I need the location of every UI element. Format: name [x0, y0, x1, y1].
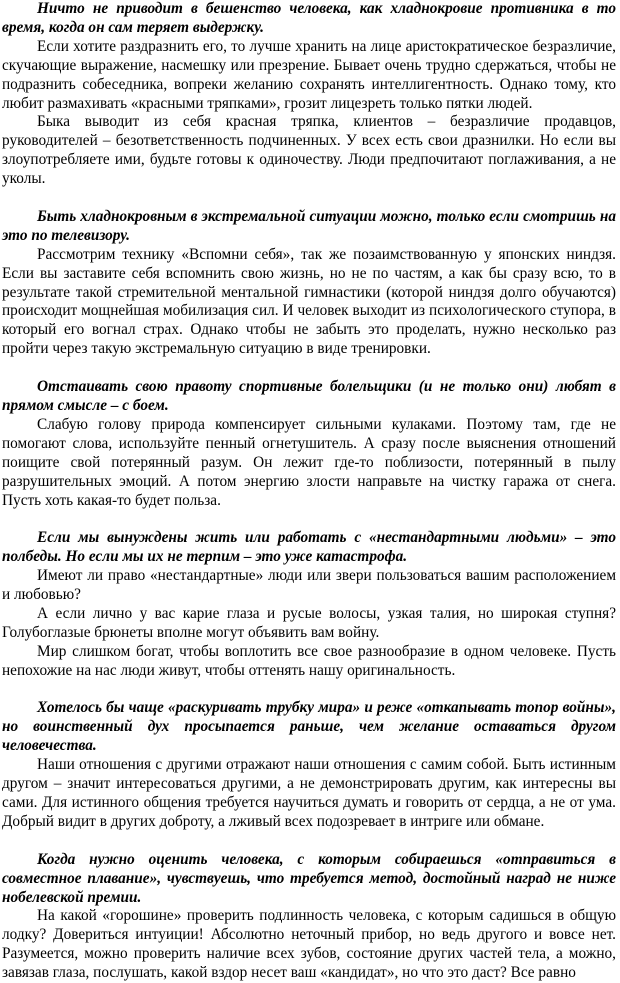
paragraph: Наши отношения с другими отражают наши отношения с самим собой. Быть истинным другом – значит интересоваться другими, а не демонстрировать другим, как интересны вы сами. Для истинного общения требуется научиться думать и говорить от сердца, а не от ума. Добрый видит в других доброту, а лживый всех подозревает в интриге или обмане. — [2, 756, 616, 830]
paragraph: Мир слишком богат, чтобы воплотить все свое разнообразие в одном человеке. Пусть непохожие на нас люди живут, чтобы оттенять нашу оригинальность. — [2, 642, 616, 679]
section-heading: Отстаивать свою правоту спортивные болельщики (и не только они) любят в прямом смысле – с боем. — [2, 378, 616, 414]
section-heading: Ничто не приводит в бешенство человека, как хладнокровие противника в то время, когда он сам теряет выдержку. — [2, 0, 616, 36]
section-heading: Быть хладнокровным в экстремальной ситуации можно, только если смотришь на это по телевизору. — [2, 207, 616, 244]
paragraph: А если лично у вас карие глаза и русые волосы, узкая талия, но широкая ступня? Голубоглазые брюнеты вполне могут объявить вам войну. — [2, 604, 616, 641]
paragraph: На какой «горошине» проверить подлинность человека, с которым садишься в общую лодку? Довериться интуиции! Абсолютно неточный прибор, но ведь другого и вовсе нет. Разумеется, можно проверить наличие всех зубов, состояние других частей тела, а можно, завязав глаза, послушать, какой вздор несет ваш «кандидат», но что это даст? Все равно — [2, 907, 616, 982]
section-heading: Хотелось бы чаще «раскуривать трубку мира» и реже «откапывать топор войны», но воинственный дух просыпается раньше, чем желание оставаться другом человечества. — [2, 699, 616, 755]
section-heading: Когда нужно оценить человека, с которым собираешься «отправиться в совместное плавание», чувствуешь, что требуется метод, достойный наград не ниже нобелевской премии. — [2, 850, 616, 906]
section-heading: Если мы вынуждены жить или работать с «нестандартными людьми» – это полбеды. Но если мы их не терпим – это уже катастрофа. — [2, 529, 616, 566]
section-6 — [2, 851, 616, 983]
paragraph: Имеют ли право «нестандартные» люди или звери пользоваться вашим расположением и любовью? — [2, 567, 616, 604]
section-3 — [2, 378, 616, 510]
paragraph: Слабую голову природа компенсирует сильными кулаками. Поэтому там, где не помогают слова, используйте пенный огнетушитель. А сразу после выяснения отношений поищите свой потерянный разум. Он лежит где-то поблизости, потерянный в пылу разрушительных эмоций. А потом энергию злости направьте на чистку гаража от снега. Пусть хоть какая-то будет польза. — [2, 415, 616, 509]
paragraph: Рассмотрим технику «Вспомни себя», так же позаимствованную у японских ниндзя. Если вы заставите себя вспомнить свою жизнь, но не по частям, а как бы сразу всю, то в результате такой стремительной ментальной гимнастики (которой ниндзя долго обучаются) происходит мощнейшая мобилизация сил. И человек выходит из психологического ступора, в который его вогнал страх. Однако чтобы не забыть это проделать, нужно несколько раз пройти через такую экстремальную ситуацию в виде тренировки. — [2, 245, 616, 358]
paragraph: Если хотите раздразнить его, то лучше хранить на лице аристократическое безразличие, скучающие выражение, насмешку или презрение. Бывает очень трудно сдержаться, чтобы не подразнить собеседника, вопреки желанию сохранять интеллигентность. Однако тому, кто любит размахивать «красными тряпками», грозит лицезреть только пятки людей. — [2, 37, 616, 112]
section-2 — [2, 208, 616, 359]
paragraph: Быка выводит из себя красная тряпка, клиентов – безразличие продавцов, руководителей – безответственность подчиненных. У всех есть свои дразнилки. Но если вы злоупотребляете ими, будьте готовы к одиночеству. Люди предпочитают поглаживания, а не уколы. — [2, 113, 616, 188]
section-4 — [2, 529, 616, 680]
section-1 — [2, 0, 616, 189]
section-5 — [2, 699, 616, 831]
